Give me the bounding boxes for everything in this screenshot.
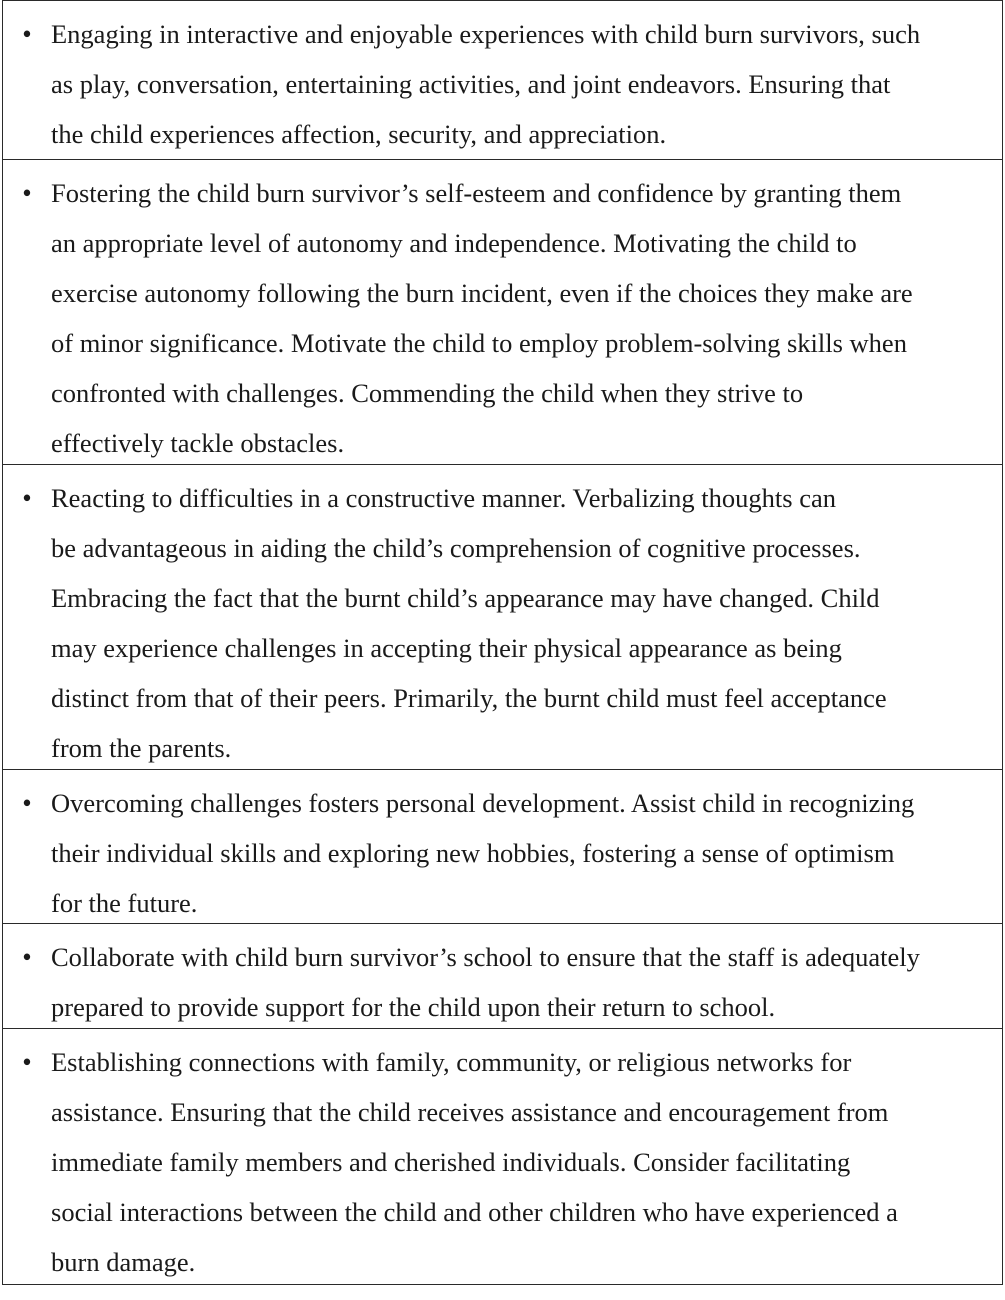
- table-row: [2, 1029, 1003, 1285]
- text-line: burn damage.: [51, 1247, 196, 1277]
- text-line: an appropriate level of autonomy and independence. Motivating the child to: [51, 228, 857, 258]
- table-row: [2, 465, 1003, 770]
- bullet-icon: •: [22, 19, 32, 49]
- text-line: prepared to provide support for the child upon their return to school.: [51, 992, 776, 1022]
- text-line: Engaging in interactive and enjoyable experiences with child burn survivors, such: [51, 19, 921, 49]
- table-row: [2, 1, 1003, 160]
- text-line: immediate family members and cherished individuals. Consider facilitating: [51, 1147, 851, 1177]
- table-row: [2, 160, 1003, 465]
- bullet-icon: •: [22, 178, 32, 208]
- text-line: Overcoming challenges fosters personal development. Assist child in recognizing: [51, 788, 915, 818]
- text-line: from the parents.: [51, 733, 232, 763]
- text-line: Establishing connections with family, community, or religious networks for: [51, 1047, 852, 1077]
- bullet-icon: •: [22, 942, 32, 972]
- text-line: as play, conversation, entertaining activities, and joint endeavors. Ensuring that: [51, 69, 891, 99]
- guidance-table: [2, 0, 1003, 1285]
- text-line: for the future.: [51, 888, 198, 918]
- text-line: assistance. Ensuring that the child receives assistance and encouragement from: [51, 1097, 889, 1127]
- text-line: effectively tackle obstacles.: [51, 428, 345, 458]
- text-line: Fostering the child burn survivor’s self-esteem and confidence by granting them: [51, 178, 902, 208]
- row-text: [51, 473, 982, 773]
- text-line: Embracing the fact that the burnt child’s appearance may have changed. Child: [51, 583, 880, 613]
- text-line: exercise autonomy following the burn incident, even if the choices they make are: [51, 278, 913, 308]
- table-row: [2, 924, 1003, 1029]
- bullet-icon: •: [22, 483, 32, 513]
- row-text: [51, 168, 982, 468]
- bullet-icon: •: [22, 788, 32, 818]
- row-text: [51, 932, 982, 1032]
- text-line: social interactions between the child and other children who have experienced a: [51, 1197, 898, 1227]
- row-text: [51, 9, 982, 159]
- row-text: [51, 778, 982, 928]
- text-line: their individual skills and exploring new hobbies, fostering a sense of optimism: [51, 838, 895, 868]
- bullet-icon: •: [22, 1047, 32, 1077]
- table-row: [2, 770, 1003, 924]
- text-line: the child experiences affection, security, and appreciation.: [51, 119, 667, 149]
- text-line: may experience challenges in accepting their physical appearance as being: [51, 633, 842, 663]
- text-line: confronted with challenges. Commending the child when they strive to: [51, 378, 804, 408]
- text-line: Collaborate with child burn survivor’s school to ensure that the staff is adequately: [51, 942, 920, 972]
- text-line: Reacting to difficulties in a constructive manner. Verbalizing thoughts can: [51, 483, 836, 513]
- row-text: [51, 1037, 982, 1287]
- text-line: distinct from that of their peers. Primarily, the burnt child must feel acceptance: [51, 683, 887, 713]
- text-line: be advantageous in aiding the child’s comprehension of cognitive processes.: [51, 533, 861, 563]
- text-line: of minor significance. Motivate the child to employ problem-solving skills when: [51, 328, 907, 358]
